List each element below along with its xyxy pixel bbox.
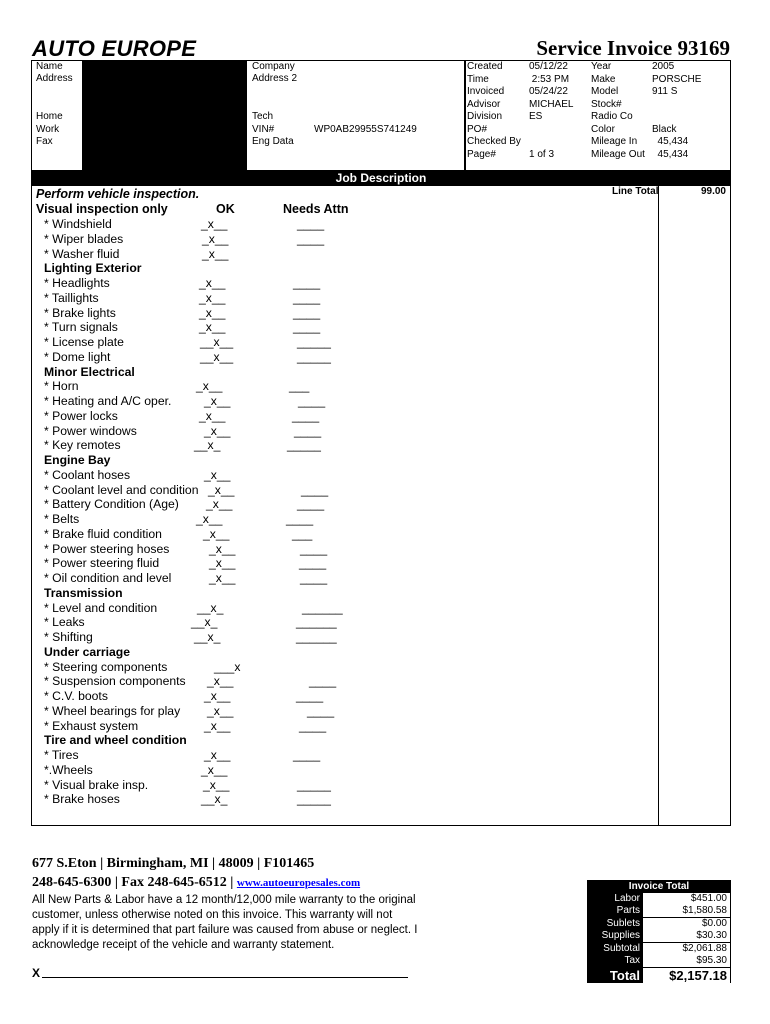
vehicle-info-label: Model	[591, 86, 619, 97]
total-line-label: Sublets	[606, 917, 640, 929]
section-heading: Under carriage	[44, 644, 131, 659]
needs-attn-mark: ____	[298, 394, 326, 408]
section-heading: Transmission	[44, 585, 123, 600]
needs-attn-mark: ____	[293, 276, 321, 290]
inspection-item: * Wheel bearings for play	[44, 703, 181, 718]
inspection-item: * Visual brake insp.	[44, 777, 149, 792]
needs-attn-mark: ___	[289, 379, 310, 394]
invoice-total-heading: Invoice Total	[628, 881, 690, 892]
inspection-item: * Washer fluid	[44, 246, 120, 261]
dealer-phone: 248-645-6300 | Fax 248-645-6512 |	[32, 875, 237, 890]
signature-x: X	[32, 966, 41, 980]
total-line-value: $451.00	[643, 893, 730, 905]
ok-mark: _x__	[209, 571, 236, 585]
header-divider	[464, 61, 466, 171]
ok-mark: __x_	[194, 630, 221, 644]
inspection-item: * Steering components	[44, 659, 168, 674]
vehicle-info-label: Make	[591, 73, 616, 85]
needs-attn-mark: ____	[301, 482, 329, 497]
inspection-item: * Power steering hoses	[44, 541, 170, 556]
ok-mark: _x__	[204, 467, 231, 482]
ok-mark: _x__	[199, 320, 226, 335]
customer-vehicle-header	[31, 60, 731, 170]
ok-mark: _x__	[199, 305, 226, 320]
fax-label: Fax	[36, 136, 53, 147]
ok-mark: _x__	[208, 482, 235, 497]
needs-attn-mark: ____	[297, 497, 325, 512]
needs-attn-mark: _____	[297, 335, 331, 349]
total-line-label: Labor	[614, 893, 640, 904]
total-line-value: $2,061.88	[643, 943, 730, 955]
inspection-item: * Coolant hoses	[44, 467, 131, 482]
eng-data-label: Eng Data	[252, 136, 294, 147]
vehicle-info-label: Color	[591, 123, 615, 135]
inspection-item: * Belts	[44, 512, 80, 526]
needs-attn-mark: _____	[297, 792, 331, 807]
needs-attn-mark: ____	[286, 512, 314, 526]
line-total-value: 99.00	[700, 186, 726, 197]
inspection-item: * Brake hoses	[44, 792, 120, 807]
invoice-info-label: Created	[467, 61, 503, 72]
ok-mark: _x__	[207, 674, 234, 689]
ok-mark: __x_	[201, 792, 228, 807]
needs-attn-mark: ____	[296, 689, 324, 703]
inspection-item: * Battery Condition (Age)	[44, 497, 179, 512]
ok-column-header: OK	[216, 202, 235, 216]
ok-mark: _x__	[209, 541, 236, 556]
section-heading: Tire and wheel condition	[44, 733, 187, 748]
total-line-value: $0.00	[643, 918, 730, 930]
vehicle-info-value: 2005	[652, 61, 675, 72]
invoice-info-label: PO#	[467, 123, 488, 135]
needs-attn-mark: ____	[292, 408, 320, 423]
needs-attn-mark: ____	[299, 556, 327, 571]
invoice-info-value: 1 of 3	[529, 148, 555, 160]
invoice-info-label: Advisor	[467, 98, 501, 110]
vehicle-info-value: 45,434	[652, 136, 689, 147]
invoice-info-label: Time	[467, 73, 489, 85]
ok-mark: __x_	[194, 438, 221, 453]
tech-label: Tech	[252, 111, 274, 122]
vehicle-info-label: Mileage In	[591, 136, 638, 147]
grand-total-label: Total	[609, 968, 640, 983]
total-line-label: Parts	[616, 905, 640, 917]
warranty-statement: All New Parts & Labor have a 12 month/12,000 mile warranty to the original customer, unless otherwise noted on this invoice. This warranty will not apply if it is determined that part failure was caused from abuse or neglect. I acknowledge receipt of the vehicle and warranty statement.	[32, 894, 418, 951]
needs-attn-mark: ______	[302, 600, 343, 615]
section-heading: Minor Electrical	[44, 364, 135, 379]
vehicle-info-label: Stock#	[591, 98, 622, 110]
needs-attn-mark: ____	[300, 541, 328, 556]
needs-attn-mark: ____	[300, 571, 328, 585]
ok-mark: _x__	[204, 689, 231, 703]
inspection-item: * Headlights	[44, 276, 110, 290]
ok-mark: __x_	[191, 615, 218, 630]
invoice-info-value: 2:53 PM	[529, 73, 570, 85]
inspection-item: * Heating and A/C oper.	[44, 394, 172, 408]
inspection-item: * Turn signals	[44, 320, 118, 335]
vehicle-info-value: 911 S	[652, 86, 678, 97]
dealer-phone-line	[32, 875, 360, 891]
needs-attn-mark: ____	[294, 423, 322, 438]
needs-attn-mark: ___	[292, 526, 313, 541]
inspection-item: * Power locks	[44, 408, 118, 423]
vehicle-info-label: Mileage Out	[591, 148, 645, 160]
invoice-info-value: 05/24/22	[529, 86, 568, 97]
invoice-info-value: 05/12/22	[529, 61, 568, 72]
needs-attn-mark: ____	[299, 718, 327, 733]
section-heading: Lighting Exterior	[44, 261, 142, 276]
needs-attn-mark: _____	[287, 438, 321, 453]
ok-mark: __x_	[197, 600, 224, 615]
ok-mark: _x__	[206, 497, 233, 512]
dealer-website-link[interactable]: www.autoeuropesales.com	[236, 877, 361, 889]
line-total-divider	[658, 186, 659, 826]
vehicle-info-value: 45,434	[652, 148, 689, 160]
invoice-info-value: ES	[529, 111, 543, 122]
inspection-item: * Key remotes	[44, 438, 121, 453]
inspection-item: * Power steering fluid	[44, 556, 160, 571]
inspection-item: * Brake fluid condition	[44, 526, 162, 541]
total-line-value: $1,580.58	[643, 905, 730, 917]
needs-attn-mark: ____	[309, 674, 337, 689]
vehicle-info-value: PORSCHE	[652, 73, 702, 85]
invoice-info-label: Invoiced	[467, 86, 505, 97]
vin-label: VIN#	[252, 124, 275, 135]
vehicle-info-label: Radio Co	[591, 111, 633, 122]
vehicle-info-value: Black	[652, 123, 677, 135]
address2-label: Address 2	[252, 73, 298, 84]
ok-mark: _x__	[209, 556, 236, 571]
needs-attn-mark: ____	[297, 231, 325, 246]
ok-mark: _x__	[207, 703, 234, 718]
ok-mark: _x__	[204, 423, 231, 438]
inspection-item: * Dome light	[44, 349, 111, 364]
ok-mark: _x__	[199, 276, 226, 290]
inspection-item: * Shifting	[44, 630, 93, 644]
needs-attn-mark: ____	[307, 703, 335, 718]
ok-mark: _x__	[204, 748, 231, 762]
needs-attn-mark: ______	[296, 615, 337, 630]
inspection-item: * Leaks	[44, 615, 85, 630]
needs-attn-mark: ____	[293, 305, 321, 320]
ok-mark: _x__	[199, 408, 226, 423]
inspection-item: * Windshield	[44, 217, 112, 231]
inspection-item: * Exhaust system	[44, 718, 139, 733]
ok-mark: _x__	[202, 231, 229, 246]
visual-inspection-header: Visual inspection only	[36, 202, 168, 216]
inspection-item: * Coolant level and condition	[44, 482, 199, 497]
total-line-label: Subtotal	[603, 942, 640, 954]
line-total-label: Line Total	[612, 186, 659, 197]
inspection-item: * Horn	[44, 379, 79, 394]
vehicle-info-label: Year	[591, 61, 612, 72]
total-line-value: $30.30	[643, 930, 730, 942]
ok-mark: _x__	[199, 290, 226, 305]
inspection-item: *.Wheels	[44, 762, 93, 777]
needs-attn-column-header: Needs Attn	[283, 202, 349, 216]
inspection-item: * Wiper blades	[44, 231, 124, 246]
ok-mark: _x__	[204, 718, 231, 733]
invoice-info-value: MICHAEL	[529, 98, 574, 110]
inspection-item: * Level and condition	[44, 600, 158, 615]
inspection-item: * Brake lights	[44, 305, 116, 320]
ok-mark: _x__	[201, 762, 228, 777]
ok-mark: _x__	[202, 246, 229, 261]
home-label: Home	[36, 111, 63, 122]
total-line-value: $95.30	[643, 955, 730, 967]
ok-mark: __x__	[200, 335, 234, 349]
redacted-customer-block	[82, 61, 247, 171]
vin-value: WP0AB29955S741249	[314, 124, 417, 135]
inspection-item: * Power windows	[44, 423, 137, 438]
needs-attn-mark: ____	[297, 217, 325, 231]
brand-logo-text: AUTO EUROPE	[32, 36, 197, 61]
name-label: Name	[36, 61, 63, 72]
ok-mark: _x__	[196, 512, 223, 526]
inspection-item: * Suspension components	[44, 674, 186, 689]
total-line-label: Supplies	[601, 930, 640, 942]
ok-mark: _x__	[201, 217, 228, 231]
ok-mark: _x__	[203, 526, 230, 541]
inspection-item: * Tires	[44, 748, 79, 762]
ok-mark: _x__	[204, 394, 231, 408]
work-label: Work	[36, 124, 60, 135]
dealer-address: 677 S.Eton | Birmingham, MI | 48009 | F101465	[32, 856, 315, 871]
needs-attn-mark: ____	[293, 320, 321, 335]
job-description-bar: Job Description	[31, 170, 731, 186]
inspection-item: * License plate	[44, 335, 124, 349]
invoice-info-label: Checked By	[467, 136, 521, 147]
address-label: Address	[36, 73, 73, 84]
signature-line	[42, 977, 408, 978]
inspection-item: * Oil condition and level	[44, 571, 172, 585]
invoice-title: Service Invoice 93169	[536, 36, 730, 60]
ok-mark: ___x	[214, 659, 241, 674]
invoice-total-box	[587, 880, 731, 983]
inspection-item: * C.V. boots	[44, 689, 108, 703]
inspection-item: * Taillights	[44, 290, 99, 305]
ok-mark: _x__	[203, 777, 230, 792]
needs-attn-mark: _____	[297, 349, 331, 364]
needs-attn-mark: ____	[293, 748, 321, 762]
needs-attn-mark: ______	[296, 630, 337, 644]
total-line-label: Tax	[624, 955, 640, 966]
needs-attn-mark: ____	[293, 290, 321, 305]
ok-mark: __x__	[200, 349, 234, 364]
job-title: Perform vehicle inspection.	[36, 187, 200, 201]
grand-total-value: $2,157.18	[643, 968, 730, 983]
invoice-info-label: Division	[467, 111, 503, 122]
invoice-info-label: Page#	[467, 148, 496, 160]
ok-mark: _x__	[196, 379, 223, 394]
needs-attn-mark: _____	[297, 777, 331, 792]
section-heading: Engine Bay	[44, 453, 111, 467]
company-label: Company	[252, 61, 295, 72]
